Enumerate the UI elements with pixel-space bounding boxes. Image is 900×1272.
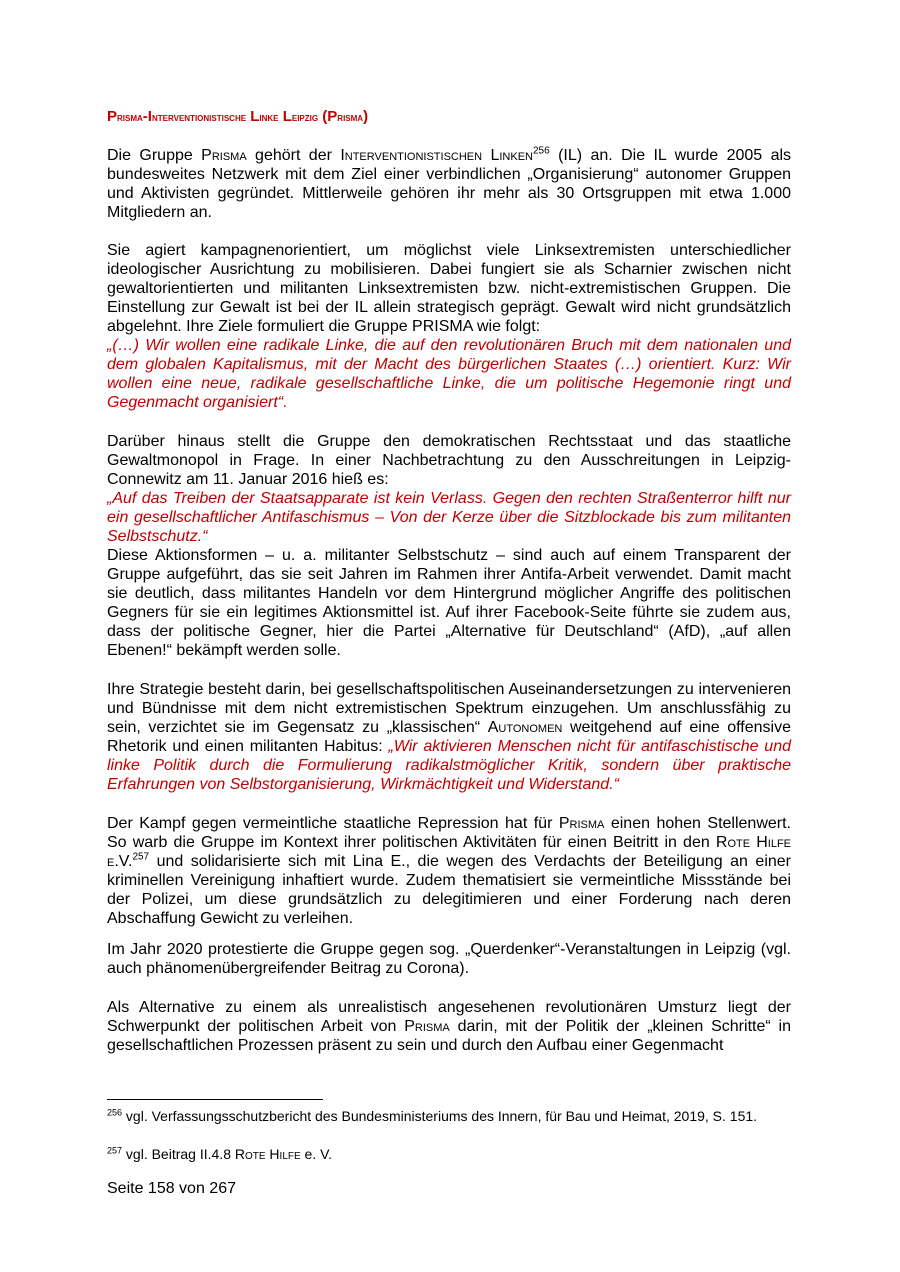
- footnote-257: $^{257}$ vgl. Beitrag II.4.8 Rote Hilfe e. V.: [107, 1145, 333, 1162]
- page-number: Seite 158 von 267: [107, 1180, 236, 1197]
- paragraph-2: Sie agiert kampagnenorientiert, um möglichst viele Linksextremisten unterschiedlicher ideologischer Ausrichtung zu mobilisieren. Dabei fungiert sie als Scharnier zwischen nicht gewaltorientierten und militanten Linksextremisten bzw. nicht-extremistischen Gruppen. Die Einstellung zur Gewalt ist bei der IL allein strategisch geprägt. Gewalt wird nicht grundsätzlich abgelehnt. Ihre Ziele formuliert die Gruppe PRISMA wie folgt: „(…) Wir wollen eine radikale Linke, die auf den revolutionären Bruch mit dem nationalen und dem globalen Kapitalismus, mit der Macht des bürgerlichen Staates (…) orientiert. Kurz: Wir wollen eine neue, radikale gesellschaftliche Linke, die um politische Hegemonie ringt und Gegenmacht organisiert“.: [107, 242, 791, 411]
- quote-2: „Auf das Treiben der Staatsapparate ist kein Verlass. Gegen den rechten Straßenterror hilft nur ein gesellschaftlicher Antifaschismus – Von der Kerze über die Sitzblockade bis zum militanten Selbstschutz.“: [107, 490, 791, 545]
- section-heading: Prisma-Interventionistische Linke Leipzig (Prisma): [107, 108, 369, 125]
- paragraph-5: Der Kampf gegen vermeintliche staatliche Repression hat für Prisma einen hohen Stellenwert. So warb die Gruppe im Kontext ihrer politischen Aktivitäten für einen Beitritt in den Rote Hilfe e.V.$^{257}$ und solidarisierte sich mit Lina E., die wegen des Verdachts der Beteiligung an einer kriminellen Vereinigung inhaftiert wurde. Zudem thematisiert sie vermeintliche Missstände bei der Polizei, um diese grundsätzlich zu delegitimieren und einer Forderung nach deren Abschaffung Gewicht zu verleihen.: [107, 815, 791, 927]
- footnote-ref-256[interactable]: 256: [533, 145, 550, 157]
- footnote-256: $^{256}$ vgl. Verfassungsschutzbericht des Bundesministeriums des Innern, für Bau und Heimat, 2019, S. 151.: [107, 1107, 758, 1124]
- paragraph-6: Im Jahr 2020 protestierte die Gruppe gegen sog. „Querdenker“-Veranstaltungen in Leipzig (vgl. auch phänomenübergreifender Beitrag zu Corona).: [107, 941, 791, 977]
- quote-1: „(…) Wir wollen eine radikale Linke, die auf den revolutionären Bruch mit dem nationalen und dem globalen Kapitalismus, mit der Macht des bürgerlichen Staates (…) orientiert. Kurz: Wir wollen eine neue, radikale gesellschaftliche Linke, die um politische Hegemonie ringt und Gegenmacht organisiert“.: [107, 337, 791, 411]
- footnote-divider: [107, 1099, 323, 1100]
- quote-3: „Wir aktivieren Menschen nicht für antifaschistische und linke Politik durch die Formulierung radikalstmöglicher Kritik, sondern über praktische Erfahrungen von Selbstorganisierung, Wirkmächtigkeit und Widerstand.“: [107, 738, 791, 793]
- paragraph-4: Ihre Strategie besteht darin, bei gesellschaftspolitischen Auseinandersetzungen zu intervenieren und Bündnisse mit dem nicht extremistischen Spektrum einzugehen. Um anschlussfähig zu sein, verzichtet sie im Gegensatz zu „klassischen“ Autonomen weitgehend auf eine offensive Rhetorik und einen militanten Habitus: „Wir aktivieren Menschen nicht für antifaschistische und linke Politik durch die Formulierung radikalstmöglicher Kritik, sondern über praktische Erfahrungen von Selbstorganisierung, Wirkmächtigkeit und Widerstand.“: [107, 681, 791, 793]
- paragraph-7: Als Alternative zu einem als unrealistisch angesehenen revolutionären Umsturz liegt der Schwerpunkt der politischen Arbeit von Prisma darin, mit der Politik der „kleinen Schritte“ in gesellschaftlichen Prozessen präsent zu sein und durch den Aufbau einer Gegenmacht: [107, 999, 792, 1054]
- paragraph-3: Darüber hinaus stellt die Gruppe den demokratischen Rechtsstaat und das staatliche Gewaltmonopol in Frage. In einer Nachbetrachtung zu den Ausschreitungen in Leipzig-Connewitz am 11. Januar 2016 hieß es: „Auf das Treiben der Staatsapparate ist kein Verlass. Gegen den rechten Straßenterror hilft nur ein gesellschaftlicher Antifaschismus – Von der Kerze über die Sitzblockade bis zum militanten Selbstschutz.“ Diese Aktionsformen – u. a. militanter Selbstschutz – sind auch auf einem Transparent der Gruppe aufgeführt, das sie seit Jahren im Rahmen ihrer Antifa-Arbeit verwendet. Damit macht sie deutlich, dass militantes Handeln vor dem Hintergrund möglicher Angriffe des politischen Gegners für sie ein legitimes Aktionsmittel ist. Auf ihrer Facebook-Seite führte sie zudem aus, dass der politische Gegner, hier die Partei „Alternative für Deutschland“ (AfD), „auf allen Ebenen!“ bekämpft werden solle.: [107, 433, 791, 659]
- paragraph-1: Die Gruppe Prisma gehört der Interventionistischen Linken$^{256}$ (IL) an. Die IL wurde 2005 als bundesweites Netzwerk mit dem Ziel einer verbindlichen „Organisierung“ autonomer Gruppen und Aktivisten gegründet. Mittlerweile gehören ihr mehr als 30 Ortsgruppen mit etwa 1.000 Mitgliedern an.: [107, 145, 792, 221]
- footnote-ref-257[interactable]: 257: [132, 851, 150, 863]
